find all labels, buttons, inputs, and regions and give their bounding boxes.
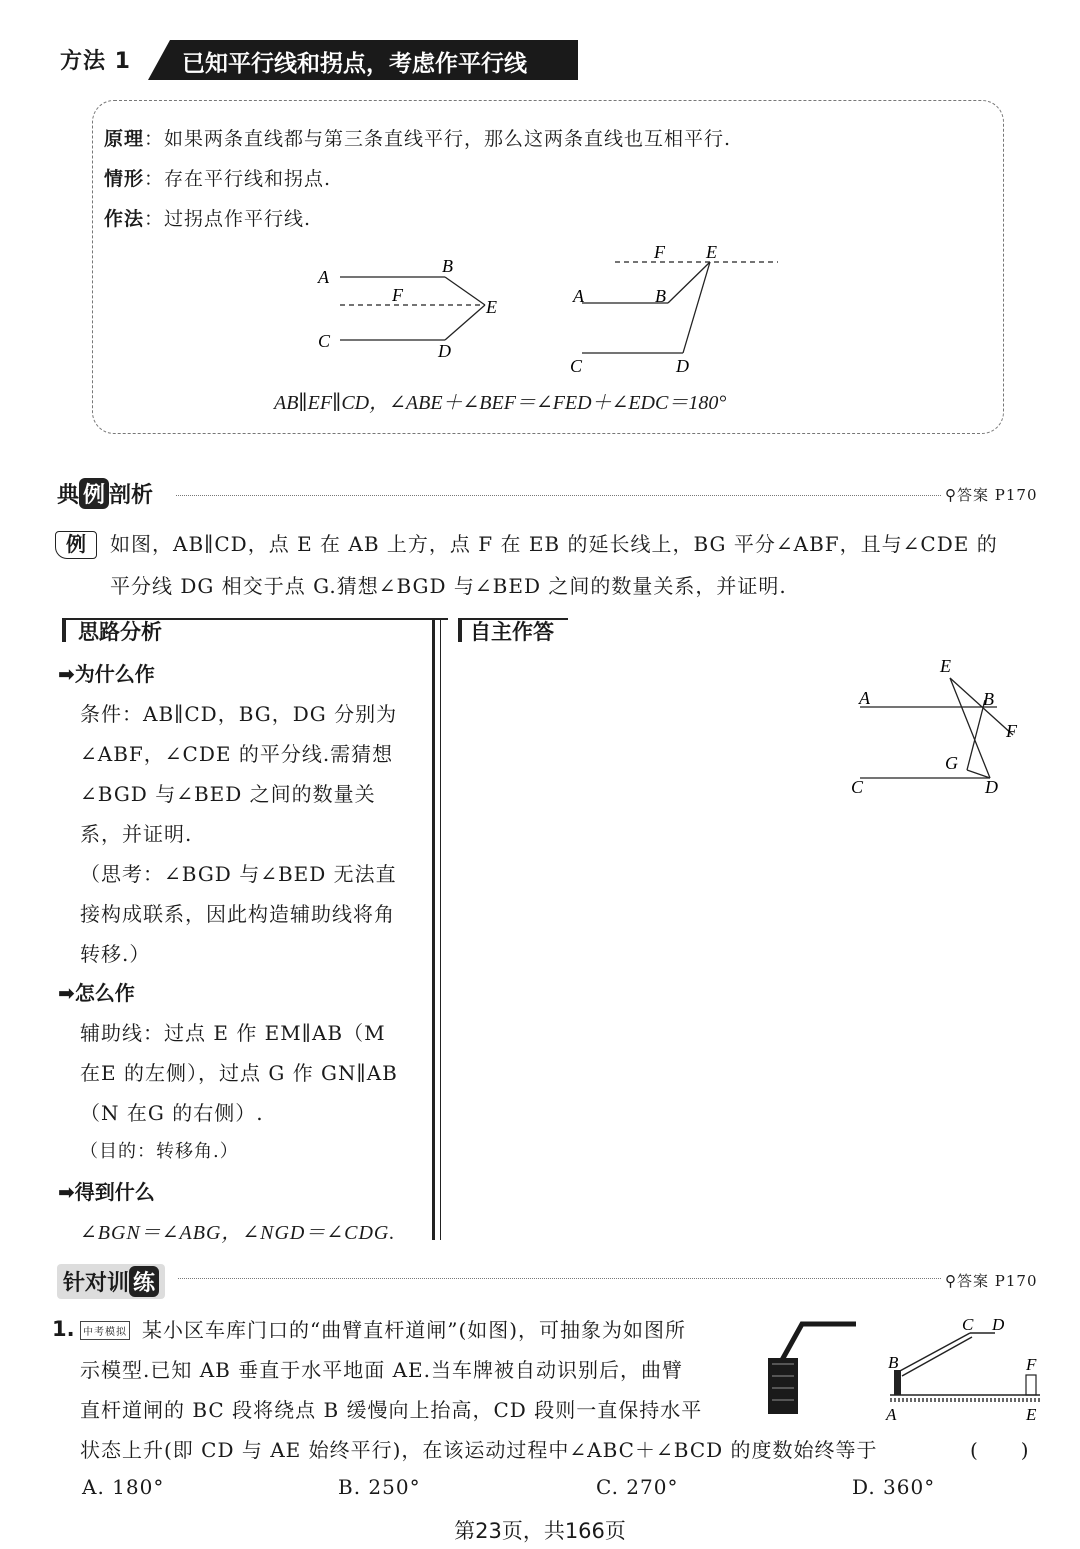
model-label-A: A xyxy=(886,1405,897,1424)
why-line: 条件：AB∥CD，BG，DG 分别为 xyxy=(80,702,398,726)
example-divider xyxy=(176,495,941,496)
ex-fig-label-E: E xyxy=(940,656,951,676)
principle-line xyxy=(104,164,331,191)
example-title-post: 剖析 xyxy=(109,483,154,508)
principle-line-text: ：存在平行线和拐点. xyxy=(144,168,332,190)
question-line: 示模型.已知 AB 垂直于水平地面 AE.当车牌被自动识别后，曲臂 xyxy=(80,1358,683,1382)
practice-answer-ref-text: 答案 P170 xyxy=(957,1272,1038,1290)
why-line: 系，并证明. xyxy=(80,822,193,846)
why-line: （思考：∠BGD 与∠BED 无法直 xyxy=(80,862,397,886)
practice-title-badge: 练 xyxy=(129,1266,159,1297)
principle-line xyxy=(104,124,731,151)
practice-title-pre: 针对训 xyxy=(63,1271,130,1296)
principle-figure-1 xyxy=(300,245,520,370)
analysis-right-border-inner xyxy=(440,618,441,1240)
question-line: 状态上升(即 CD 与 AE 始终平行)，在该运动过程中∠ABC＋∠BCD 的度数始终等于 xyxy=(80,1438,878,1462)
why-line: 接构成联系，因此构造辅助线将角 xyxy=(80,902,395,926)
how-line: （N 在G 的右侧）. xyxy=(80,1101,264,1125)
fig2-label-C: C xyxy=(570,356,583,376)
fig1-label-C: C xyxy=(318,331,331,351)
analysis-title: 思路分析 xyxy=(78,620,162,644)
model-label-C: C xyxy=(962,1315,974,1334)
how-line: 在E 的左侧），过点 G 作 GN∥AB xyxy=(80,1061,398,1085)
analysis-title-marker xyxy=(62,618,66,642)
analysis-right-border xyxy=(432,618,435,1240)
model-label-E: E xyxy=(1026,1405,1037,1424)
principle-formula: AB∥EF∥CD，∠ABE＋∠BEF＝∠FED＋∠EDC＝180° xyxy=(274,392,727,414)
ex-fig-label-A: A xyxy=(859,688,870,708)
model-label-F: F xyxy=(1026,1355,1037,1374)
question-line: 某小区车库门口的“曲臂直杆道闸”(如图)，可抽象为如图所 xyxy=(142,1318,687,1342)
ex-fig-label-C: C xyxy=(851,777,864,797)
model-label-B: B xyxy=(888,1353,899,1372)
example-figure xyxy=(845,650,1035,800)
how-line: （目的：转移角.） xyxy=(80,1141,239,1162)
fig1-label-B: B xyxy=(442,256,453,276)
fig1-label-A: A xyxy=(318,267,329,287)
model-label-D: D xyxy=(992,1315,1005,1334)
principle-line-text: ：如果两条直线都与第三条直线平行，那么这两条直线也互相平行. xyxy=(144,128,732,150)
barrier-model-figure xyxy=(880,1310,1050,1425)
why-line: ∠BGD 与∠BED 之间的数量关 xyxy=(80,782,376,806)
fig1-label-D: D xyxy=(438,341,451,361)
why-line: ∠ABF，∠CDE 的平分线.需猜想 xyxy=(80,742,394,766)
question-tag: 中考模拟 xyxy=(80,1321,130,1340)
principle-line-text: ：过拐点作平行线. xyxy=(144,208,312,230)
why-line: 转移.） xyxy=(80,942,151,966)
fig2-label-B: B xyxy=(655,286,666,306)
fig2-label-E: E xyxy=(706,242,717,262)
option-b[interactable]: B. 250° xyxy=(338,1475,421,1499)
practice-answer-ref xyxy=(945,1270,1038,1291)
example-title-pre: 典 xyxy=(57,483,80,508)
example-answer-ref xyxy=(945,484,1038,505)
ex-fig-label-B: B xyxy=(983,689,994,709)
example-tag: 例 xyxy=(55,531,97,559)
ex-fig-label-D: D xyxy=(985,777,998,797)
principle-line-label: 原理 xyxy=(104,128,145,150)
fig2-label-D: D xyxy=(676,356,689,376)
ex-fig-label-G: G xyxy=(945,753,958,773)
example-line-1: 如图，AB∥CD，点 E 在 AB 上方，点 F 在 EB 的延长线上，BG 平分∠ABF，且与∠CDE 的 xyxy=(110,532,998,556)
principle-line-label: 情形 xyxy=(104,168,145,190)
fig2-label-F: F xyxy=(654,242,665,262)
practice-divider xyxy=(178,1278,941,1279)
key-icon: ⚲ xyxy=(945,1272,957,1290)
example-title-badge: 例 xyxy=(79,478,109,509)
fig1-label-E: E xyxy=(486,297,497,317)
question-number: 1. xyxy=(52,1317,75,1341)
ex-fig-label-F: F xyxy=(1006,721,1017,741)
page-footer: 第23页，共166页 xyxy=(454,1519,626,1543)
how-line: 辅助线：过点 E 作 EM∥AB（M xyxy=(80,1021,386,1045)
how-heading: ➡怎么作 xyxy=(58,981,135,1005)
example-answer-ref-text: 答案 P170 xyxy=(957,486,1038,504)
practice-section-title xyxy=(57,1264,165,1299)
example-section-title xyxy=(57,478,153,509)
answer-title-marker xyxy=(458,618,462,642)
key-icon: ⚲ xyxy=(945,486,957,504)
principle-figure-2 xyxy=(560,240,790,380)
method-label: 方法 1 xyxy=(60,49,131,74)
question-line: 直杆道闸的 BC 段将绕点 B 缓慢向上抬高，CD 段则一直保持水平 xyxy=(80,1398,703,1422)
principle-line-label: 作法 xyxy=(104,208,145,230)
option-c[interactable]: C. 270° xyxy=(596,1475,679,1499)
option-d[interactable]: D. 360° xyxy=(852,1475,936,1499)
principle-line xyxy=(104,204,311,231)
get-line: ∠BGN＝∠ABG，∠NGD＝∠CDG. xyxy=(80,1222,396,1244)
option-a[interactable]: A. 180° xyxy=(82,1475,165,1499)
answer-title: 自主作答 xyxy=(470,620,554,644)
barrier-photo xyxy=(760,1318,860,1418)
get-heading: ➡得到什么 xyxy=(58,1180,155,1204)
answer-paren: ( ) xyxy=(970,1438,1030,1462)
why-heading: ➡为什么作 xyxy=(58,662,155,686)
example-line-2: 平分线 DG 相交于点 G.猜想∠BGD 与∠BED 之间的数量关系，并证明. xyxy=(110,574,787,598)
fig1-label-F: F xyxy=(392,285,403,305)
fig2-label-A: A xyxy=(573,286,584,306)
method-title: 已知平行线和拐点，考虑作平行线 xyxy=(182,51,527,77)
